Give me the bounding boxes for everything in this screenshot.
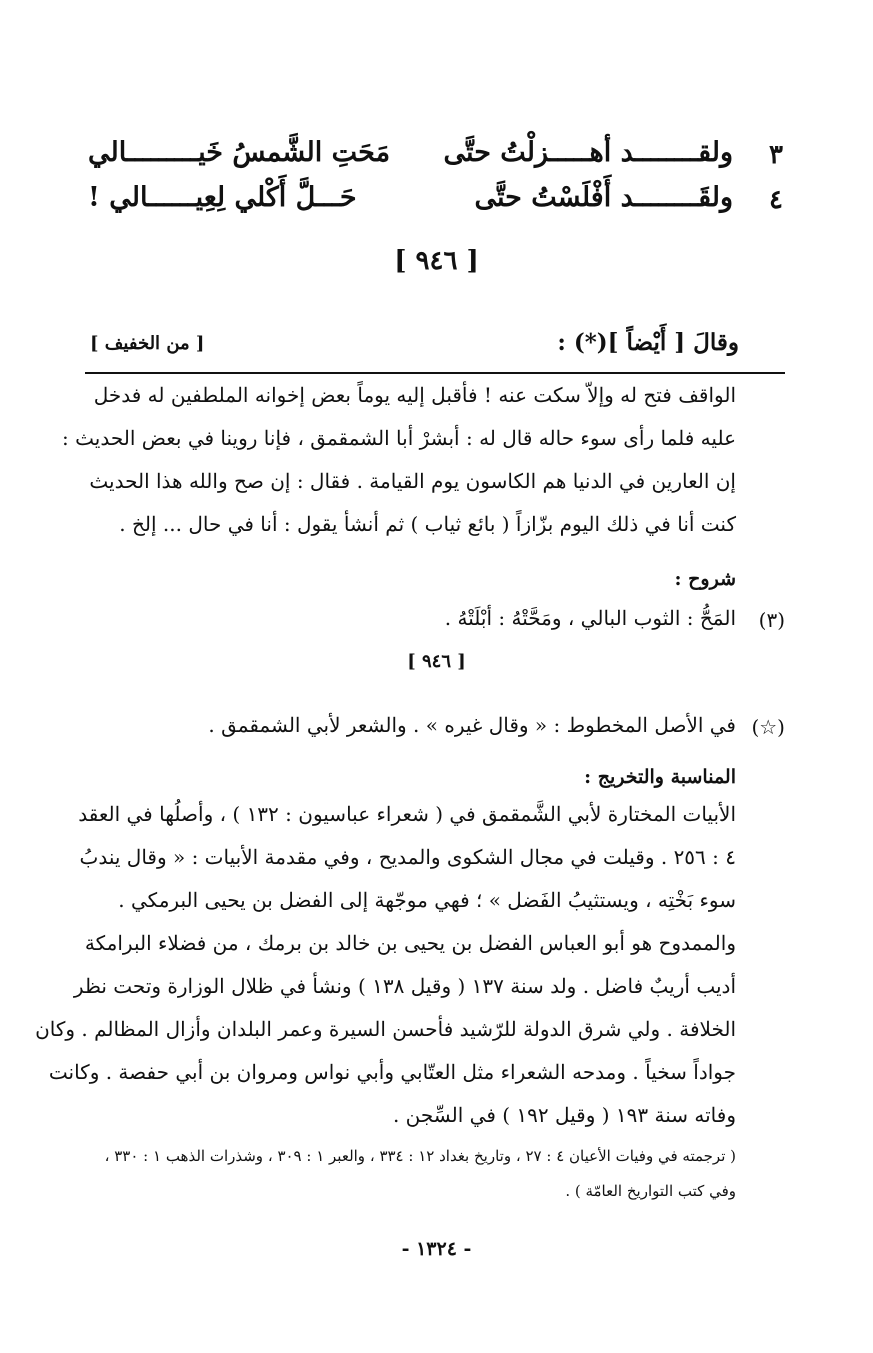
star-note-marker: (☆) (751, 715, 785, 739)
munasaba-line: سوء بَخْتِه ، ويستثيبُ الفَضل » ؛ فهي موجّهة إلى الفضل بن يحيى البرمكي . (118, 888, 736, 912)
narrative-line: عليه فلما رأى سوء حاله قال له : أبشرْ أبا الشمقمق ، فإنا روينا في بعض الحديث : (62, 426, 736, 450)
star-note-text: في الأصل المخطوط : « وقال غيره » . والشعر لأبي الشمقمق . (208, 713, 736, 737)
munasaba-line: وفاته سنة ١٩٣ ( وقيل ١٩٢ ) في السِّجن . (392, 1103, 736, 1127)
verse-number: ٣ (769, 140, 783, 170)
secondary-poem-number: [ ٩٤٦ ] (407, 651, 466, 672)
footnote-line: وفي كتب التواريخ العامّة ) . (565, 1182, 736, 1200)
verse-first-hemistich: ولقــــــــد أهـــــزلْتُ حتَّى (443, 137, 733, 168)
verse-first-hemistich: ولقَــــــــد أَفْلَسْتُ حتَّى (474, 182, 733, 213)
verse-second-hemistich: حَـــلَّ أَكْلي لِعِيــــــالي ! (88, 182, 357, 213)
verse-number: ٤ (769, 185, 783, 215)
narrative-line: الواقف فتح له وإلاّ سكت عنه ! فأقبل إليه يوماً بعض إخوانه الملطفين له فدخل (93, 383, 736, 407)
narrative-line: كنت أنا في ذلك اليوم بزّازاً ( بائع ثياب ) ثم أنشأ يقول : أنا في حال ... إلخ . (119, 512, 736, 536)
munasaba-line: أديب أريبٌ فاضل . ولد سنة ١٣٧ ( وقيل ١٣٨ ) ونشأ في ظلال الوزارة وتحت نظر (73, 974, 736, 998)
munasaba-line: ٤ : ٢٥٦ . وقيلت في مجال الشكوى والمديح ، وفي مقدمة الأبيات : « وقال يندبُ (79, 845, 736, 869)
munasaba-line: الأبيات المختارة لأبي الشَّمقمق في ( شعراء عباسيون : ١٣٢ ) ، وأصلُها في العقد (78, 802, 736, 826)
munasaba-line: الخلافة . ولي شرق الدولة للرّشيد فأحسن السيرة وعمر البلدان وأزال المظالم . وكان (35, 1017, 736, 1041)
note-text: المَحُّ : الثوب البالي ، ومَحَّتْهُ : أبْلَتْهُ . (444, 606, 736, 630)
footnote-line: ( ترجمته في وفيات الأعيان ٤ : ٢٧ ، وتاريخ بغداد ١٢ : ٣٣٤ ، والعبر ١ : ٣٠٩ ، وشذرات الذهب ١ : ٣٣٠ ، (104, 1147, 736, 1165)
poem-number: [ ٩٤٦ ] (394, 246, 479, 276)
note-number: (٣) (758, 608, 785, 632)
munasaba-line: والممدوح هو أبو العباس الفضل بن يحيى بن خالد بن برمك ، من فضلاء البرامكة (84, 931, 736, 955)
header-rule (85, 372, 785, 374)
narrative-line: إن العارين في الدنيا هم الكاسون يوم القيامة . فقال : إن صح والله هذا الحديث (89, 469, 736, 493)
shuruh-heading: شروح : (674, 568, 736, 590)
munasaba-line: جواداً سخياً . ومدحه الشعراء مثل العتّابي وأبي نواس ومروان بن أبي حفصة . وكانت (48, 1060, 736, 1084)
verse-second-hemistich: مَحَتِ الشَّمسُ خَيـــــــــالي (88, 137, 391, 168)
munasaba-heading: المناسبة والتخريج : (584, 766, 736, 788)
poem-intro: وقالَ [ أَيْضاً ](*) : (557, 329, 739, 356)
page-number: - ١٣٢٤ - (401, 1238, 472, 1260)
poem-meter: [ من الخفيف ] (90, 333, 205, 354)
